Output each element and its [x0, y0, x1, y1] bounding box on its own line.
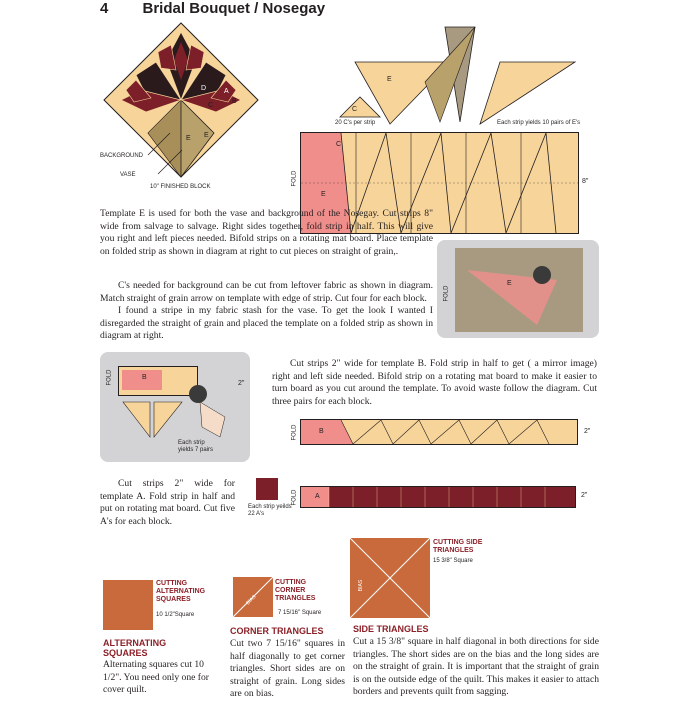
page-number: 4 — [100, 0, 109, 17]
alternating-size: 10 1/2"Square — [156, 612, 195, 618]
strip-e-label-c: C — [336, 141, 342, 148]
label-b: B — [232, 98, 237, 105]
strip-a-diagram — [300, 486, 576, 508]
label-c: C — [208, 102, 214, 109]
photo-b-fold: FOLD — [106, 369, 113, 386]
pointer-lines — [140, 130, 200, 180]
photo-b-dimension: 2" — [238, 380, 245, 387]
corner-bias: BIAS — [245, 593, 258, 607]
side-cut-title: CUTTING SIDE TRIANGLES — [433, 539, 483, 554]
strip-a-caption: Each strip yeilds 22 A's — [248, 504, 292, 517]
paragraph-template-b: Cut strips 2" wide for template B. Fold strip in half to get ( a mirror image) right and left side needed. Bifold strip on a rotating mat board to make it easier to turn board as you cut around the template. To avoid waste follow the diagram. Cut three pairs for each block. — [272, 358, 597, 407]
corner-size: 7 15/16" Square — [278, 610, 322, 616]
strip-b-dimension: 2" — [584, 428, 591, 435]
strip-b-label: B — [319, 428, 324, 435]
alternating-heading: ALTERNATING SQUARES — [103, 638, 167, 658]
strip-b-fold: FOLD — [291, 424, 298, 441]
template-c-caption: 20 C's per strip — [335, 120, 376, 126]
block-caption: 10" FINISHED BLOCK — [150, 184, 211, 190]
strip-b-diagram — [300, 419, 578, 445]
template-shapes — [330, 22, 600, 132]
template-e-caption: Each strip yields 10 pairs of E's — [497, 120, 581, 126]
paragraph-c-background: C's needed for background can be cut from leftover fabric as shown in diagram. Match straight of grain arrow on template with edge of strip. Cut four for each block. — [100, 280, 433, 304]
photo-cutting-b — [100, 352, 250, 462]
alternating-cut-title: CUTTING ALTERNATING SQUARES — [156, 580, 206, 603]
strip-b-cuts — [301, 420, 577, 444]
alternating-text: Alternating squares cut 10 1/2". You need only one for cover quilt. — [103, 659, 209, 696]
background-label: BACKGROUND — [100, 153, 144, 159]
strip-e-label-e: E — [321, 191, 326, 198]
corner-heading: CORNER TRIANGLES — [230, 626, 324, 636]
cutter-hand — [180, 372, 230, 442]
template-e-label: E — [387, 76, 392, 83]
template-e-on-fabric — [457, 250, 577, 330]
paragraph-template-e: Template E is used for both the vase and background of the Nosegay. Cut strips 8" wide from salvage to salvage. Right sides together, fold strip in half. This will give you right and left pieces needed. Bifold strips on a rotating mat board. Place template on folded strip as shown in diagram at right to cut pieces on straight of grain,. — [100, 208, 433, 257]
label-e: E — [186, 135, 191, 142]
page-header — [100, 0, 325, 17]
alternating-square-swatch — [103, 580, 153, 630]
photo-e-fold: FOLD — [443, 285, 450, 302]
paragraph-vase-stripe: I found a stripe in my fabric stash for the vase. To get the look I wanted I disregarded the straight of grain and placed the template on a folded strip as shown in diagram at right. — [100, 305, 433, 342]
side-triangle-swatch — [350, 538, 430, 618]
side-heading: SIDE TRIANGLES — [353, 624, 429, 634]
page-title: Bridal Bouquet / Nosegay — [142, 0, 326, 17]
strip-e-fold: FOLD — [291, 170, 298, 187]
template-c-label: C — [352, 106, 358, 113]
side-size: 15 3/8" Square — [433, 558, 473, 564]
photo-b-caption: Each strip yields 7 pairs — [178, 440, 214, 453]
strip-a-fold: FOLD — [291, 489, 298, 506]
corner-cut-title: CUTTING CORNER TRIANGLES — [275, 579, 316, 602]
side-text: Cut a 15 3/8" square in half diagonal in both directions for side triangles. The short sides are on the bias and the long sides are on the straight of grain. It is important that the straight of grain is on the outside edge of the quilt. This makes it easier to attach borders and prevents quilt from sagging. — [353, 636, 599, 698]
strip-a-cuts — [301, 487, 575, 507]
label-d: D — [201, 85, 207, 92]
vase-label: VASE — [120, 172, 136, 178]
photo-e-label: E — [507, 280, 512, 287]
side-bias: BIAS — [358, 579, 365, 592]
paragraph-template-a: Cut strips 2" wide for template A. Fold strip in half and put on rotating mat board. Cut five A's for each block. — [100, 478, 235, 527]
photo-cutting-e — [437, 240, 599, 338]
label-a: A — [224, 88, 229, 95]
photo-b-label: B — [142, 374, 147, 381]
corner-text: Cut two 7 15/16" squares in half diagonally to get corner triangles. Short sides are on straight of grain. Long sides are on bias. — [230, 638, 345, 700]
strip-a-dimension: 2" — [581, 492, 588, 499]
strip-e-dimension: 8" — [582, 178, 589, 185]
template-a-square — [256, 478, 278, 500]
label-e2: E — [204, 132, 209, 139]
strip-a-label: A — [315, 493, 320, 500]
